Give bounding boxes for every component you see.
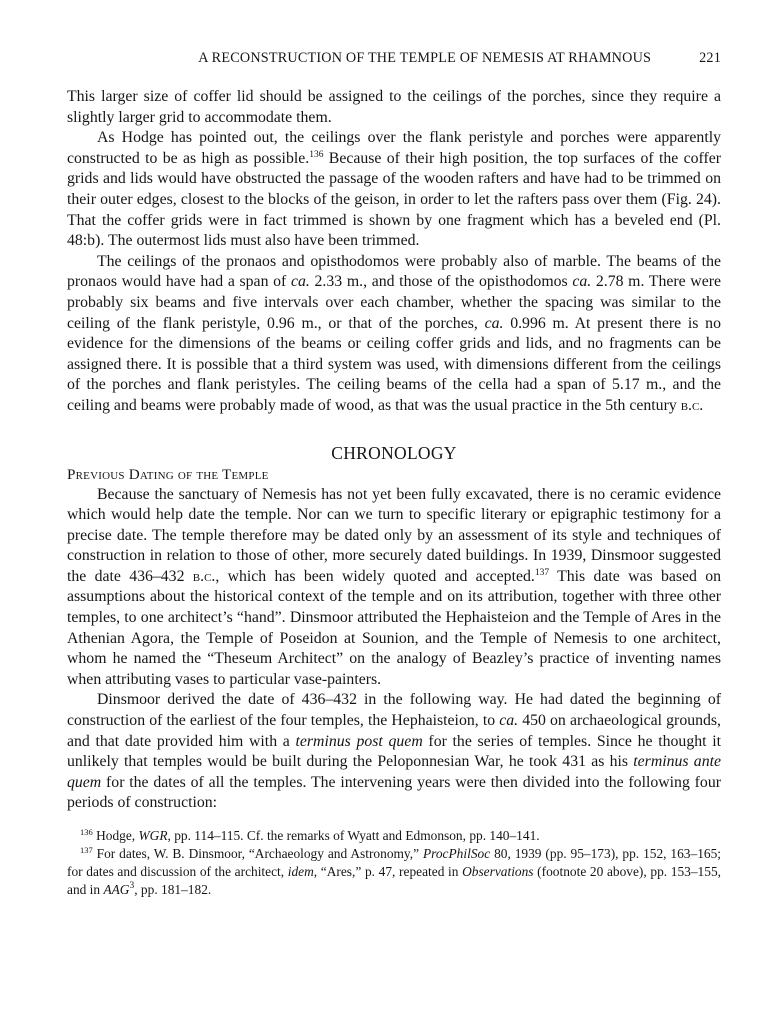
paragraph-dinsmoor-derivation: Dinsmoor derived the date of 436–432 in the following way. He had dated the beginning of construction of the earliest of the four temples, the Hephaisteion, to ca. 450 on archaeological grounds, and that date provided him with a terminus post quem for the series of temples. Since he thought it unlikely that temples would be built during the Peloponnesian War, he took 431 as his terminus ante quem for the dates of all the temples. The intervening years were then divided into the following four periods of construction: (67, 691, 722, 812)
running-head (67, 48, 721, 68)
paragraph-coffer-lid: This larger size of coffer lid should be assigned to the ceilings of the porches, since they require a slightly larger grid to accommodate them. (67, 88, 721, 126)
footnote-ref-136[interactable]: 136 (309, 149, 324, 160)
footnote-137: $^{137}$ For dates, W. B. Dinsmoor, “Archaeology and Astronomy,” ProcPhilSoc 80, 1939 (pp. 95–173), pp. 152, 163–165; for dates and discussion of the architect, idem, “Ares,” p. 47, repeated in Observations (footnote 20 above), pp. 153–155, and in AAG$^3$, pp. 181–182. (67, 845, 721, 897)
footnotes (67, 827, 721, 899)
paragraph-ceiling-height: As Hodge has pointed out, the ceilings over the flank peristyle and porches were apparently constructed to be as high as possible.$^{136}$ Because of their high position, the top surfaces of the coffer grids and lids would have obstructed the passage of the wooden rafters and have had to be trimmed on their outer edges, closest to the blocks of the geison, in order to let the rafters pass over them (Fig. 24). That the coffer grids were in fact trimmed is shown by one fragment which has a beveled end (Pl. 48:b). The outermost lids must also have been trimmed. (67, 129, 721, 250)
page-number: 221 (699, 50, 721, 66)
subheading-previous-dating: Previous Dating of the Temple (67, 465, 269, 483)
page (67, 48, 721, 899)
paragraph-previous-dating: Because the sanctuary of Nemesis has not yet been fully excavated, there is no ceramic evidence which would help date the temple. Nor can we turn to specific literary or epigraphic testimony for a precise date. The temple therefore may be dated only by an assessment of its style and techniques of construction in relation to those of other, more securely dated buildings. In 1939, Dinsmoor suggested the date 436–432 b.c., which has been widely quoted and accepted.$^{137}$ This date was based on assumptions about the historical context of the temple and on its attribution, together with three other temples, to one architect’s “hand”. Dinsmoor attributed the Hephaisteion and the Temple of Ares in the Athenian Agora, the Temple of Poseidon at Sounion, and the Temple of Nemesis to one architect, whom he named the “Theseum Architect” on the analogy of Beazley’s practice of inventing names when attributing vases to particular vase-painters. (67, 485, 721, 688)
footnote-136: $^{136}$ Hodge, WGR, pp. 114–115. Cf. the remarks of Wyatt and Edmonson, pp. 140–141. (80, 827, 540, 843)
body-text (67, 87, 721, 814)
section-heading-chronology: CHRONOLOGY (331, 442, 457, 463)
footnote-ref-137[interactable]: 137 (534, 567, 550, 578)
paragraph-pronaos-ceilings: The ceilings of the pronaos and opisthodomos were probably also of marble. The beams of the pronaos would have had a span of ca. 2.33 m., and those of the opisthodomos ca. 2.78 m. There were probably six beams and five intervals over each chamber, whether the spacing was similar to the ceiling of the flank peristyle, 0.96 m., or that of the porches, ca. 0.996 m. At present there is no evidence for the dimensions of the beams or ceiling coffer grids and lids, and no fragments can be assigned there. It is possible that a third system was used, with dimensions different from the ceilings of the porches and flank peristyles. The ceiling beams of the cella had a span of 5.17 m., and the ceiling and beams were probably made of wood, as that was the usual practice in the 5th century b.c. (67, 252, 722, 414)
running-title: A RECONSTRUCTION OF THE TEMPLE OF NEMESIS AT RHAMNOUS (198, 50, 652, 66)
